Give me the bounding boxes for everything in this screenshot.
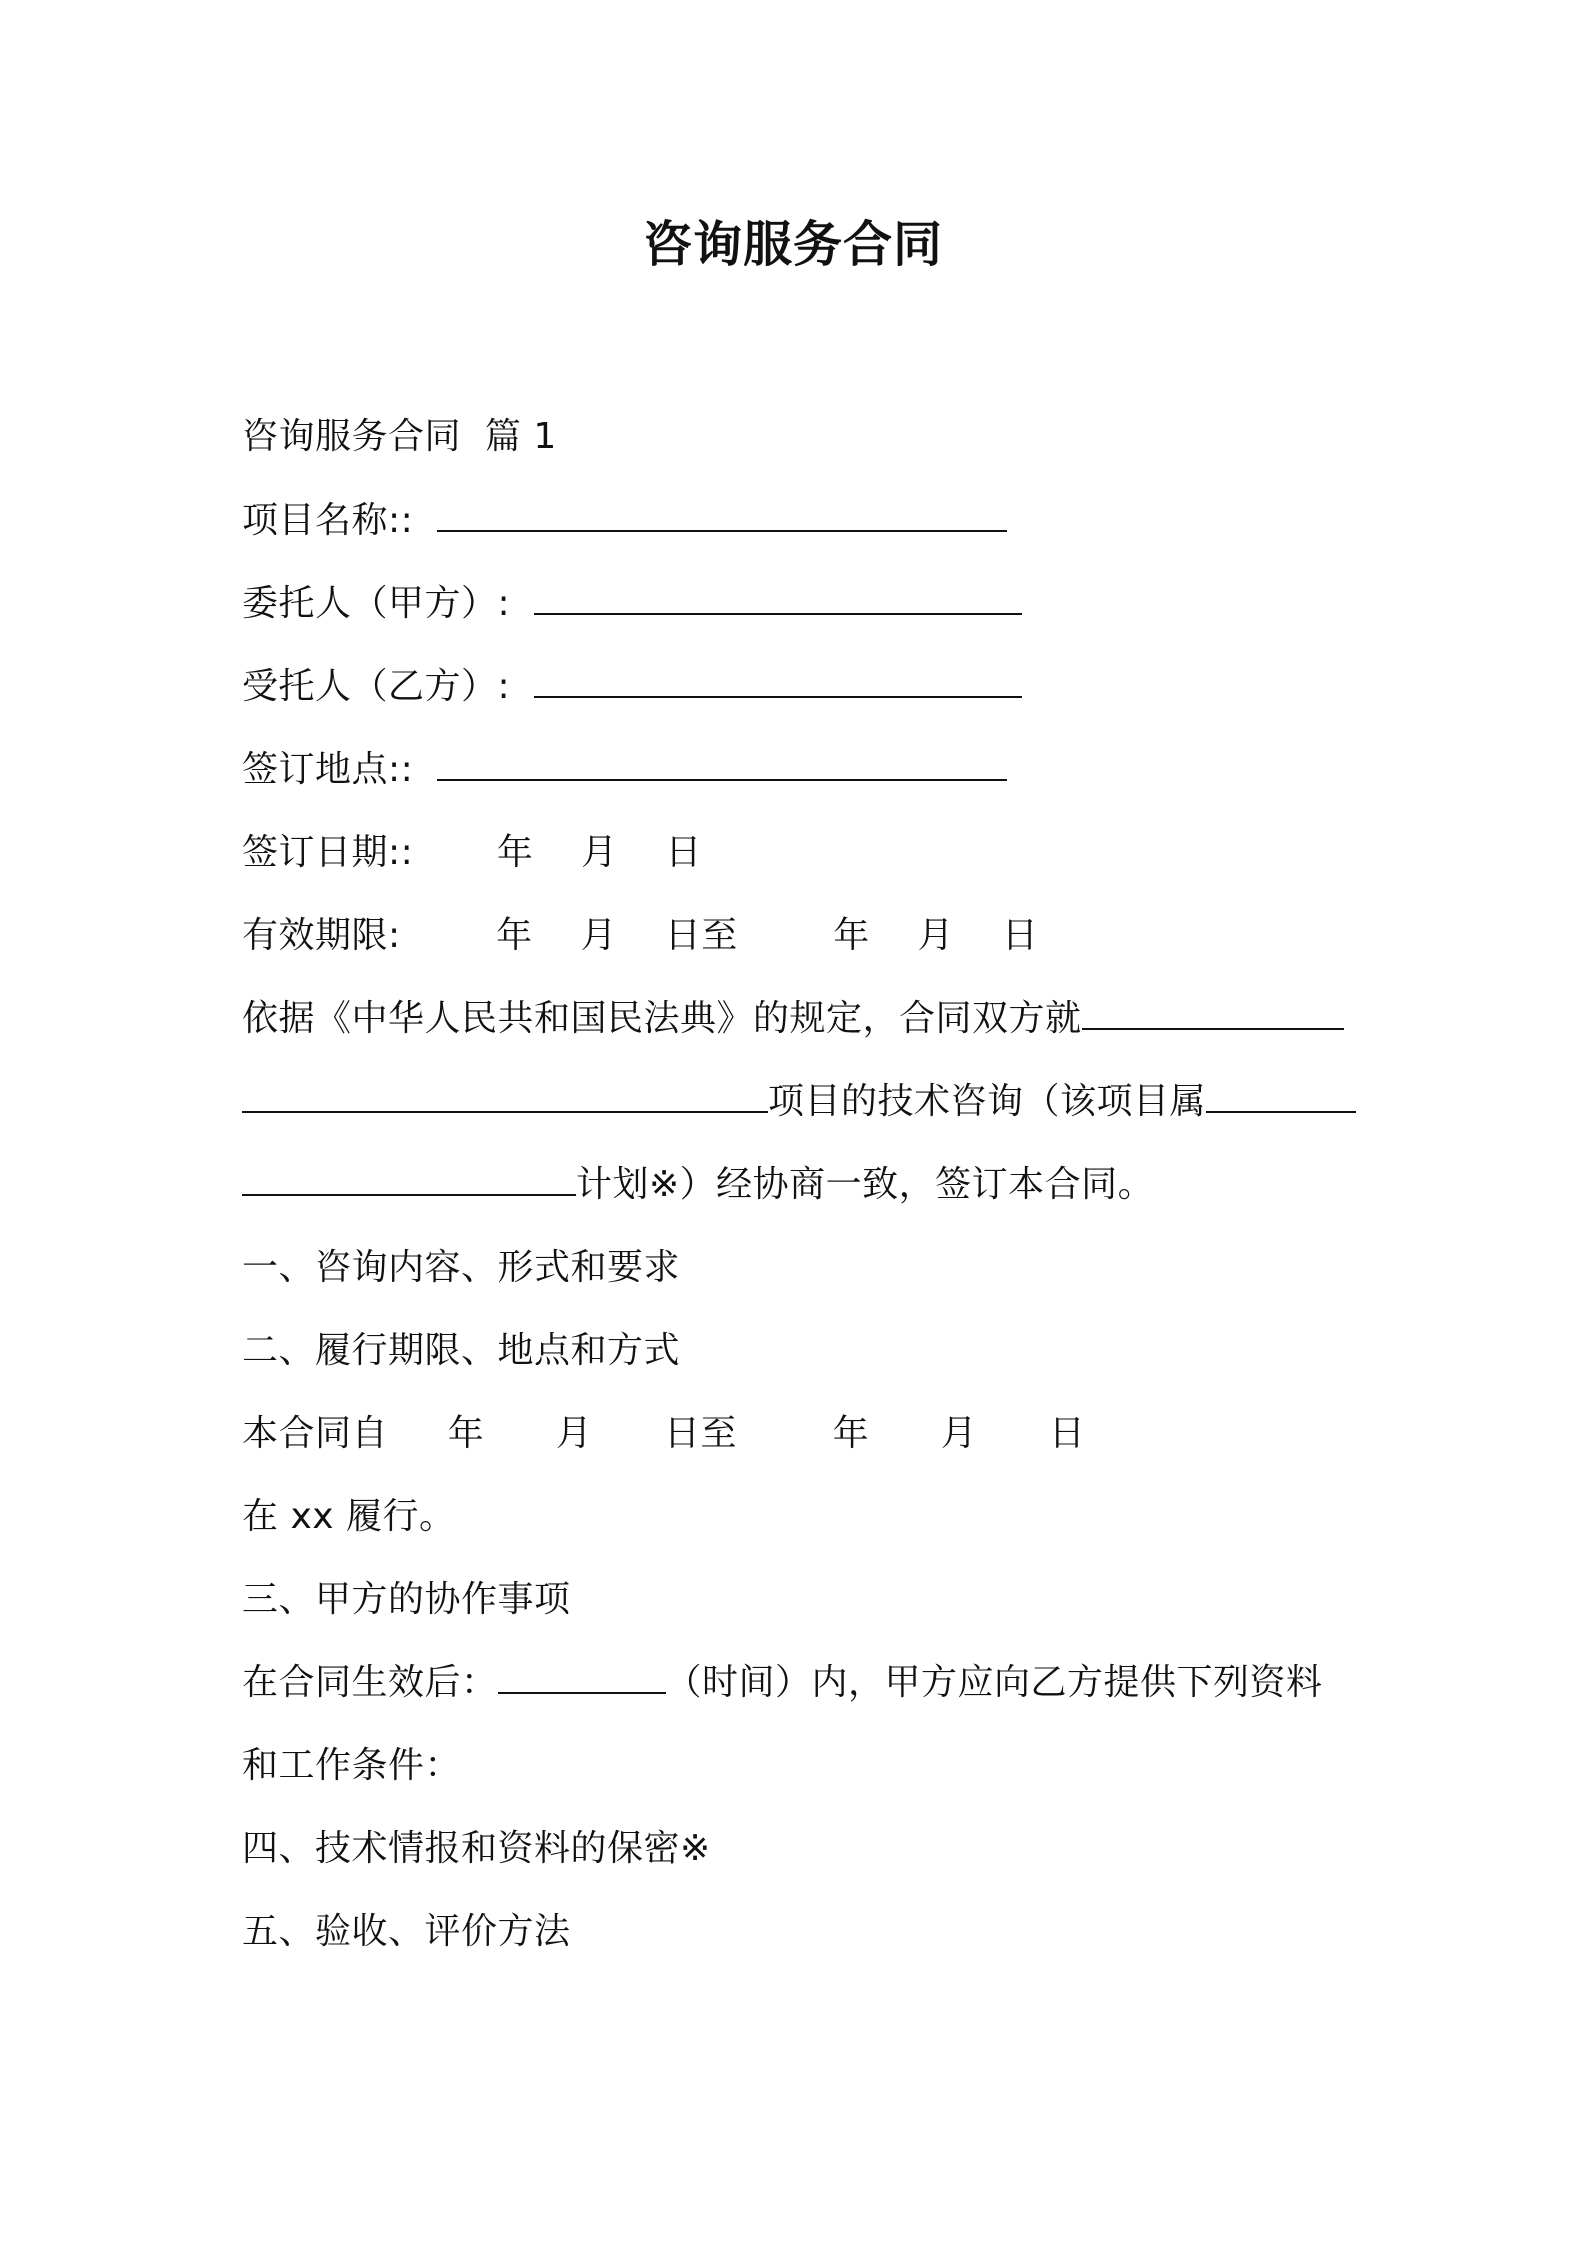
preamble-line-3 <box>242 1161 1154 1209</box>
cooperation-time-blank <box>498 1662 666 1694</box>
cooperation-continuation: 和工作条件： <box>242 1745 462 1786</box>
performance-place-row: 在 xx 履行。 <box>242 1496 456 1537</box>
client-blank <box>534 583 1022 615</box>
preamble-text-1: 依据《中华人民共和国民法典》的规定，合同双方就 <box>242 998 1082 1039</box>
contractor-label: 受托人（乙方）: <box>242 666 535 707</box>
contract-period-row: 本合同自 年 月 日至 年 月 日 <box>242 1413 1086 1454</box>
section-2-heading: 二、履行期限、地点和方式 <box>242 1330 681 1371</box>
signing-place-blank <box>437 749 1007 781</box>
contractor-blank <box>534 666 1022 698</box>
validity-row: 有效期限: 年 月 日至 年 月 日 <box>242 915 1039 956</box>
preamble-blank-1 <box>1082 998 1344 1030</box>
cooperation-line <box>242 1659 1323 1707</box>
client-label: 委托人（甲方）: <box>242 583 535 624</box>
signing-place-row <box>242 746 1007 794</box>
document-title: 咨询服务合同 <box>642 216 943 273</box>
section-5-heading: 五、验收、评价方法 <box>242 1911 571 1952</box>
preamble-line-1 <box>242 995 1344 1043</box>
preamble-line-2 <box>242 1078 1356 1126</box>
section-1-heading: 一、咨询内容、形式和要求 <box>242 1247 681 1288</box>
project-name-blank <box>437 500 1007 532</box>
contractor-row <box>242 663 1022 711</box>
cooperation-text-after: （时间）内，甲方应向乙方提供下列资料 <box>665 1662 1323 1703</box>
signing-date-row: 签订日期:: 年 月 日 <box>242 832 702 873</box>
preamble-text-2: 项目的技术咨询（该项目属 <box>768 1081 1207 1122</box>
preamble-blank-3 <box>1206 1081 1356 1113</box>
preamble-blank-4 <box>242 1164 576 1196</box>
section-4-heading: 四、技术情报和资料的保密※ <box>242 1828 711 1869</box>
preamble-text-3: 计划※）经协商一致，签订本合同。 <box>576 1164 1155 1205</box>
project-name-row <box>242 497 1007 545</box>
preamble-blank-2 <box>242 1081 768 1113</box>
document-subtitle: 咨询服务合同 篇 1 <box>242 416 557 457</box>
cooperation-text-before: 在合同生效后： <box>242 1662 498 1703</box>
client-row <box>242 580 1022 628</box>
signing-place-label: 签订地点:: <box>242 749 438 790</box>
section-3-heading: 三、甲方的协作事项 <box>242 1579 571 1620</box>
project-name-label: 项目名称:: <box>242 500 438 541</box>
